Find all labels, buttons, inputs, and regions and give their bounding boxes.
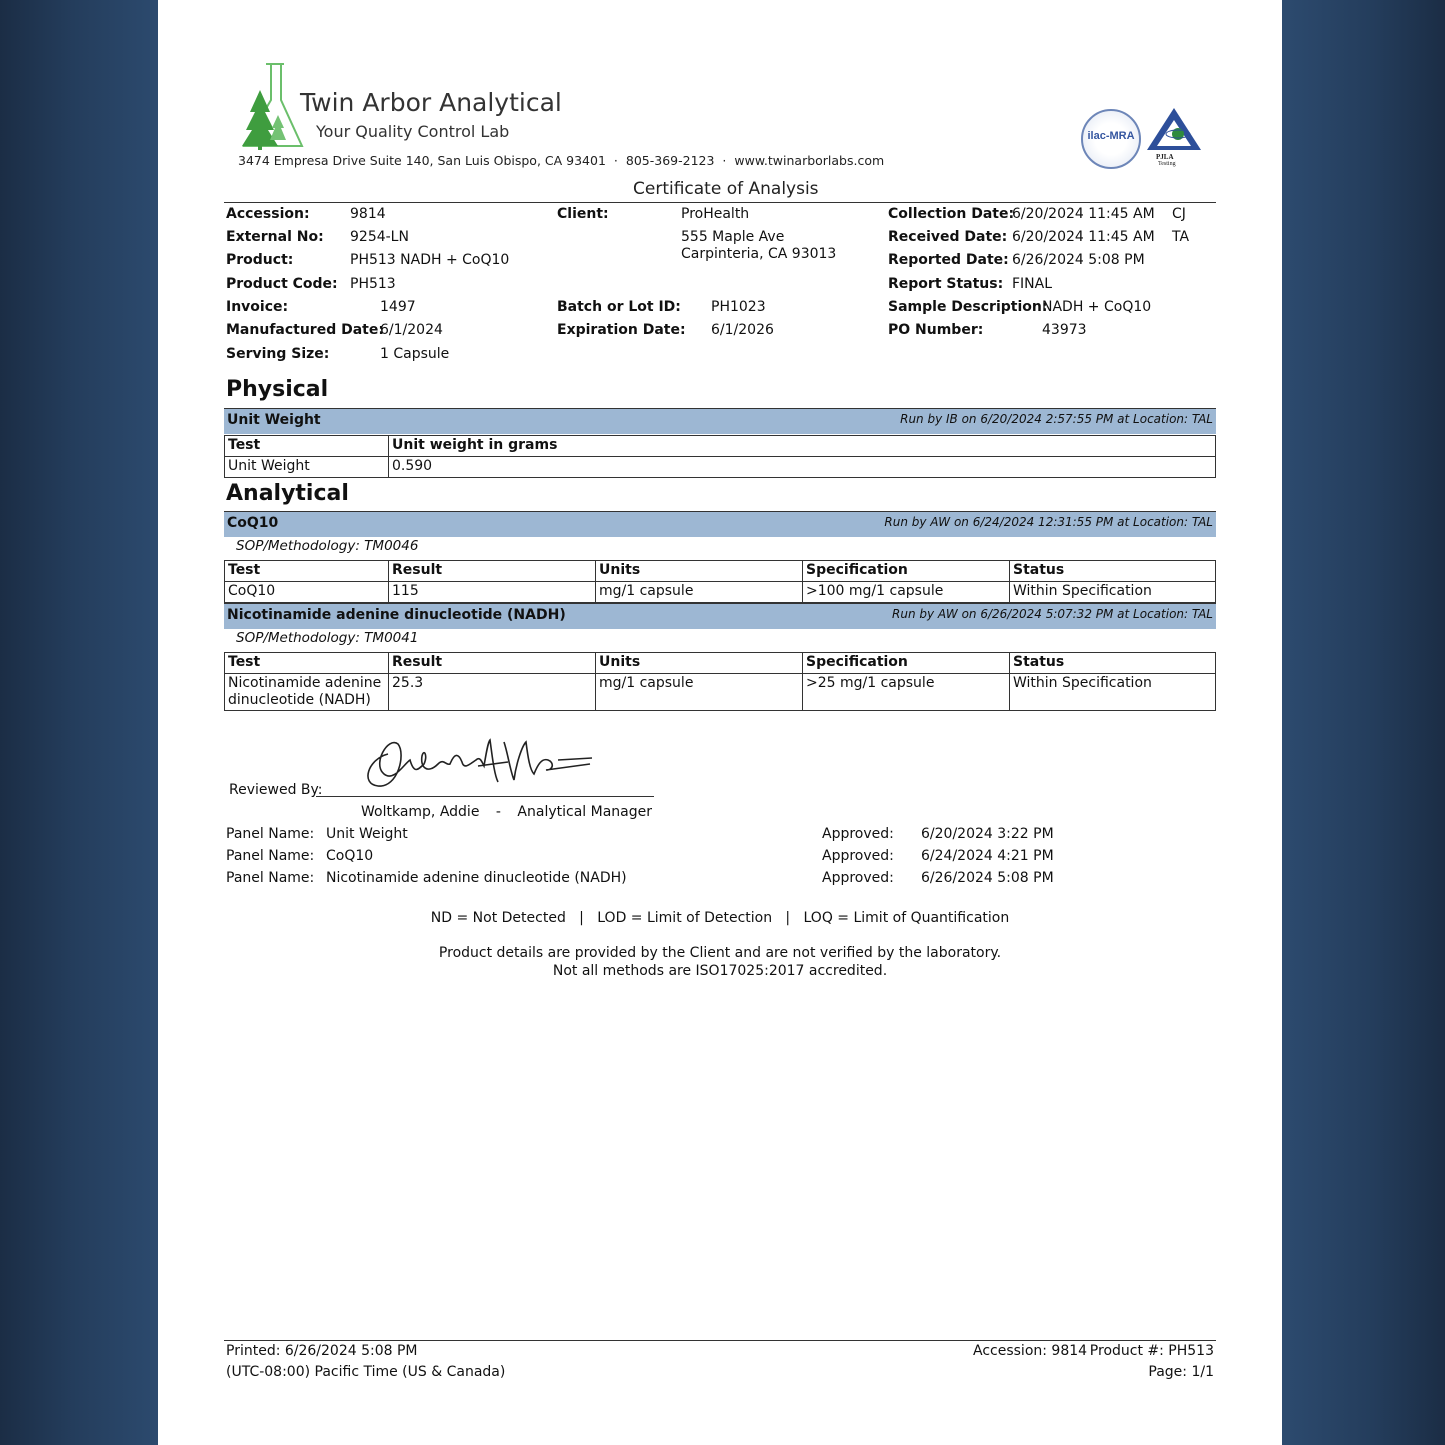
flask-tree-logo-icon bbox=[238, 60, 308, 152]
accession-value: 9814 bbox=[350, 206, 386, 222]
panel-name: Unit Weight bbox=[227, 412, 321, 428]
table-header-row bbox=[225, 436, 1216, 457]
client-address-line2: Carpinteria, CA 93013 bbox=[681, 246, 837, 262]
invoice-label: Invoice: bbox=[226, 299, 289, 315]
table-header-row bbox=[225, 653, 1216, 674]
unit-weight-table bbox=[224, 435, 1216, 478]
po-number-label: PO Number: bbox=[888, 322, 984, 338]
expiration-date-label: Expiration Date: bbox=[557, 322, 686, 338]
lab-name: Twin Arbor Analytical bbox=[300, 88, 562, 117]
reviewer-line bbox=[361, 804, 652, 820]
product-label: Product: bbox=[226, 252, 294, 268]
lab-phone: 805-369-2123 bbox=[625, 153, 715, 168]
column-header: Units bbox=[596, 561, 803, 582]
approval-panel: CoQ10 bbox=[326, 848, 374, 864]
column-header: Unit weight in grams bbox=[389, 436, 1216, 457]
external-no-label: External No: bbox=[226, 229, 324, 245]
approval-panel: Nicotinamide adenine dinucleotide (NADH) bbox=[326, 870, 627, 886]
approval-panel: Unit Weight bbox=[326, 826, 408, 842]
coq10-panel-bar bbox=[224, 511, 1216, 537]
batch-lot-value: PH1023 bbox=[711, 299, 766, 315]
table-row bbox=[225, 457, 1216, 478]
external-no-value: 9254-LN bbox=[350, 229, 409, 245]
document-title: Certificate of Analysis bbox=[633, 179, 819, 199]
approved-label: Approved: bbox=[822, 848, 894, 864]
coq10-results-table bbox=[224, 560, 1216, 603]
pjla-triangle-icon bbox=[1145, 106, 1203, 152]
report-status-label: Report Status: bbox=[888, 276, 1004, 292]
table-cell: >25 mg/1 capsule bbox=[803, 674, 1010, 711]
table-cell: 115 bbox=[389, 582, 596, 603]
table-row bbox=[225, 582, 1216, 603]
sop-methodology: SOP/Methodology: TM0046 bbox=[236, 538, 419, 554]
reviewer-role: Analytical Manager bbox=[517, 804, 652, 820]
unit-weight-panel-bar bbox=[224, 408, 1216, 434]
panel-name-label: Panel Name: bbox=[226, 848, 315, 864]
table-cell: >100 mg/1 capsule bbox=[803, 582, 1010, 603]
serving-size-label: Serving Size: bbox=[226, 346, 330, 362]
sample-description-label: Sample Description: bbox=[888, 299, 1048, 315]
approval-date: 6/26/2024 5:08 PM bbox=[921, 870, 1054, 886]
collection-initials: CJ bbox=[1172, 206, 1186, 222]
lab-address: 3474 Empresa Drive Suite 140, San Luis Obispo, CA 93401 bbox=[238, 153, 606, 168]
approved-label: Approved: bbox=[822, 826, 894, 842]
client-name: ProHealth bbox=[681, 206, 750, 222]
collection-date-value: 6/20/2024 11:45 AM bbox=[1012, 206, 1155, 222]
disclaimer-line1: Product details are provided by the Client and are not verified by the laboratory. bbox=[438, 945, 1002, 961]
collection-date-label: Collection Date: bbox=[888, 206, 1015, 222]
analytical-heading: Analytical bbox=[226, 481, 349, 506]
nadh-panel-bar bbox=[224, 603, 1216, 629]
timezone-note: (UTC-08:00) Pacific Time (US & Canada) bbox=[226, 1364, 506, 1380]
product-value: PH513 NADH + CoQ10 bbox=[350, 252, 510, 268]
ilac-mra-badge-icon bbox=[1081, 109, 1141, 169]
client-address-line1: 555 Maple Ave bbox=[681, 229, 785, 245]
table-cell bbox=[225, 674, 389, 711]
run-info: Run by AW on 6/24/2024 12:31:55 PM at Location: TAL bbox=[884, 515, 1213, 529]
column-header: Status bbox=[1010, 653, 1216, 674]
printed-timestamp: Printed: 6/26/2024 5:08 PM bbox=[226, 1343, 418, 1359]
signature-image bbox=[358, 734, 598, 794]
test-name-line1: Nicotinamide adenine bbox=[228, 675, 382, 691]
footer-product: Product #: PH513 bbox=[1089, 1343, 1214, 1359]
panel-name: CoQ10 bbox=[227, 515, 279, 531]
reported-date-value: 6/26/2024 5:08 PM bbox=[1012, 252, 1145, 268]
separator: · bbox=[722, 153, 727, 168]
column-header: Specification bbox=[803, 561, 1010, 582]
table-cell: mg/1 capsule bbox=[596, 674, 803, 711]
table-cell: CoQ10 bbox=[225, 582, 389, 603]
approval-date: 6/24/2024 4:21 PM bbox=[921, 848, 1054, 864]
reviewed-by-label: Reviewed By: bbox=[229, 782, 323, 798]
table-cell: 0.590 bbox=[389, 457, 1216, 478]
table-row bbox=[225, 674, 1216, 711]
physical-heading: Physical bbox=[226, 377, 329, 402]
column-header: Test bbox=[225, 436, 389, 457]
ilac-badge-text: ilac-MRA bbox=[1087, 130, 1135, 142]
reported-date-label: Reported Date: bbox=[888, 252, 1009, 268]
disclaimer-line2: Not all methods are ISO17025:2017 accredited. bbox=[552, 963, 888, 979]
column-header: Units bbox=[596, 653, 803, 674]
panel-name: Nicotinamide adenine dinucleotide (NADH) bbox=[227, 607, 566, 623]
column-header: Result bbox=[389, 561, 596, 582]
panel-name-label: Panel Name: bbox=[226, 826, 315, 842]
lab-contact-line bbox=[238, 153, 884, 168]
batch-lot-label: Batch or Lot ID: bbox=[557, 299, 681, 315]
table-cell: Within Specification bbox=[1010, 674, 1216, 711]
pjla-badge-text: PJLA bbox=[1156, 153, 1174, 161]
approved-label: Approved: bbox=[822, 870, 894, 886]
column-header: Result bbox=[389, 653, 596, 674]
column-header: Specification bbox=[803, 653, 1010, 674]
received-date-value: 6/20/2024 11:45 AM bbox=[1012, 229, 1155, 245]
certificate-page bbox=[158, 0, 1282, 1445]
po-number-value: 43973 bbox=[1042, 322, 1087, 338]
table-cell: 25.3 bbox=[389, 674, 596, 711]
test-name-line2: dinucleotide (NADH) bbox=[228, 692, 371, 708]
invoice-value: 1497 bbox=[380, 299, 416, 315]
table-header-row bbox=[225, 561, 1216, 582]
received-initials: TA bbox=[1172, 229, 1190, 245]
expiration-date-value: 6/1/2026 bbox=[711, 322, 774, 338]
nadh-results-table bbox=[224, 652, 1216, 711]
received-date-label: Received Date: bbox=[888, 229, 1008, 245]
report-status-value: FINAL bbox=[1012, 276, 1053, 292]
separator: · bbox=[613, 153, 618, 168]
table-cell: mg/1 capsule bbox=[596, 582, 803, 603]
sample-description-value: NADH + CoQ10 bbox=[1042, 299, 1152, 315]
page-number: Page: 1/1 bbox=[1148, 1364, 1214, 1380]
footer-accession: Accession: 9814 bbox=[973, 1343, 1088, 1359]
serving-size-value: 1 Capsule bbox=[380, 346, 450, 362]
column-header: Test bbox=[225, 653, 389, 674]
manufactured-date-value: 6/1/2024 bbox=[380, 322, 443, 338]
table-cell: Within Specification bbox=[1010, 582, 1216, 603]
column-header: Test bbox=[225, 561, 389, 582]
pjla-badge-sub: Testing bbox=[1158, 161, 1176, 167]
run-info: Run by IB on 6/20/2024 2:57:55 PM at Location: TAL bbox=[900, 412, 1213, 426]
approval-date: 6/20/2024 3:22 PM bbox=[921, 826, 1054, 842]
table-cell: Unit Weight bbox=[225, 457, 389, 478]
abbreviation-legend: ND = Not Detected | LOD = Limit of Detection | LOQ = Limit of Quantification bbox=[430, 910, 1010, 926]
run-info: Run by AW on 6/26/2024 5:07:32 PM at Location: TAL bbox=[892, 607, 1213, 621]
reviewer-dash: - bbox=[495, 804, 501, 820]
reviewer-name: Woltkamp, Addie bbox=[361, 804, 480, 820]
product-code-label: Product Code: bbox=[226, 276, 338, 292]
title-divider bbox=[224, 202, 1216, 203]
footer-divider bbox=[224, 1340, 1216, 1341]
column-header: Status bbox=[1010, 561, 1216, 582]
manufactured-date-label: Manufactured Date: bbox=[226, 322, 384, 338]
product-code-value: PH513 bbox=[350, 276, 396, 292]
panel-name-label: Panel Name: bbox=[226, 870, 315, 886]
client-label: Client: bbox=[557, 206, 609, 222]
lab-website: www.twinarborlabs.com bbox=[734, 153, 885, 168]
sop-methodology: SOP/Methodology: TM0041 bbox=[236, 630, 419, 646]
lab-tagline: Your Quality Control Lab bbox=[316, 122, 510, 141]
accession-label: Accession: bbox=[226, 206, 310, 222]
signature-line bbox=[316, 796, 654, 797]
